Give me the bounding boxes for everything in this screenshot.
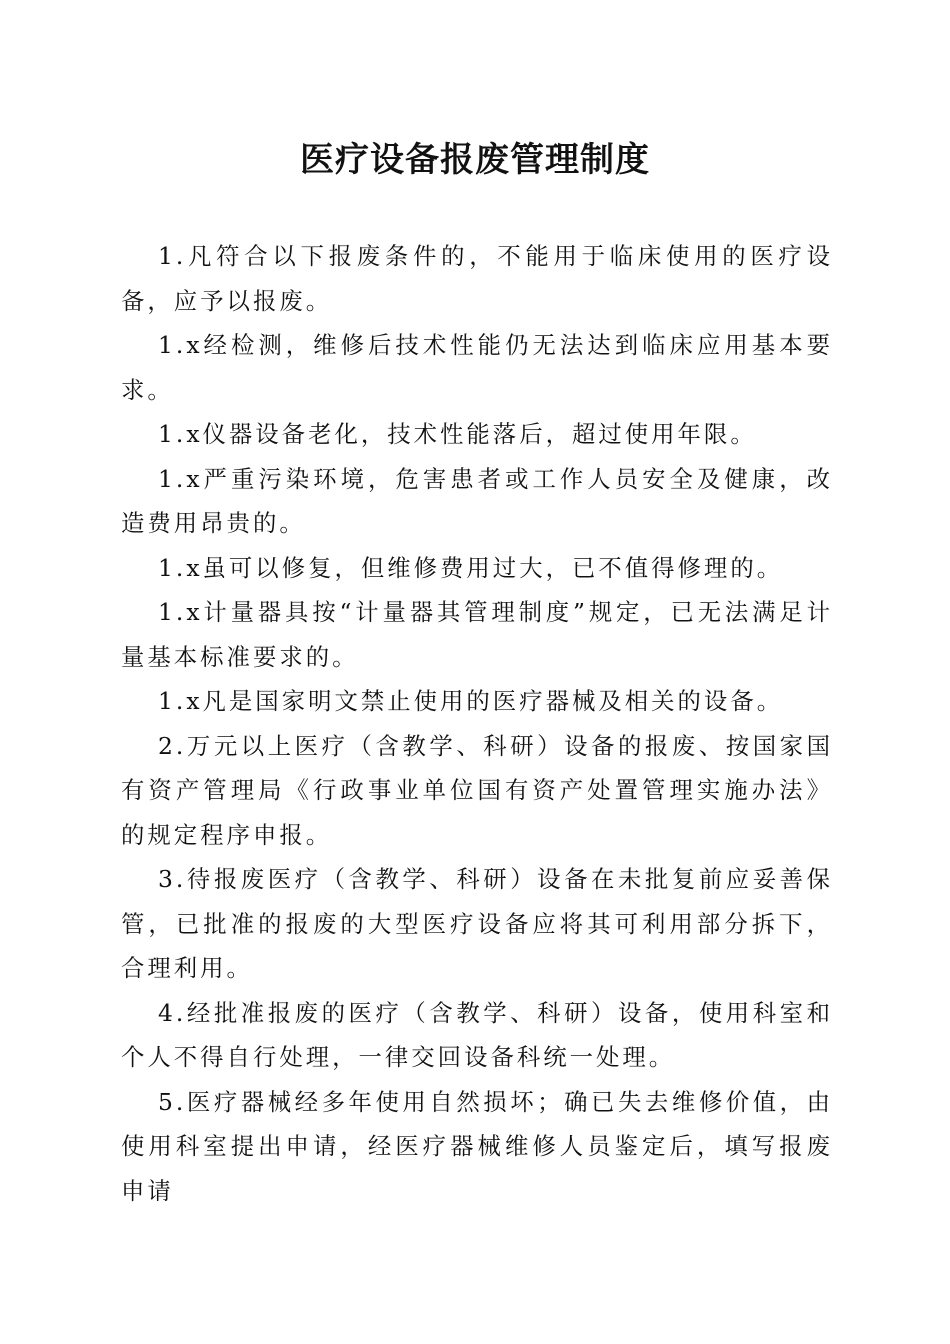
paragraph-1: 1.凡符合以下报废条件的，不能用于临床使用的医疗设备，应予以报废。 (121, 242, 833, 315)
paragraph-2: 2.万元以上医疗（含教学、科研）设备的报废、按国家国有资产管理局《行政事业单位国有资产处置管理实施办法》的规定程序申报。 (121, 731, 833, 849)
paragraph-1-x-d: 1.x虽可以修复，但维修费用过大，已不值得修理的。 (158, 553, 784, 582)
paragraph-4: 4.经批准报废的医疗（含教学、科研）设备，使用科室和个人不得自行处理，一律交回设备科统一处理。 (121, 998, 833, 1071)
paragraph-5: 5.医疗器械经多年使用自然损坏；确已失去维修价值，由使用科室提出申请，经医疗器械维修人员鉴定后，填写报废申请 (121, 1087, 833, 1205)
paragraph-1-x-a: 1.x经检测，维修后技术性能仍无法达到临床应用基本要求。 (121, 331, 833, 404)
document-body (121, 234, 833, 1213)
document-title: 医疗设备报废管理制度 (300, 140, 650, 180)
paragraph-3: 3.待报废医疗（含教学、科研）设备在未批复前应妥善保管，已批准的报废的大型医疗设备应将其可利用部分拆下，合理利用。 (121, 865, 833, 982)
paragraph-1-x-b: 1.x仪器设备老化，技术性能落后，超过使用年限。 (158, 420, 757, 448)
paragraph-1-x-e: 1.x计量器具按“计量器其管理制度”规定，已无法满足计量基本标准要求的。 (121, 598, 833, 671)
paragraph-1-x-f: 1.x凡是国家明文禁止使用的医疗器械及相关的设备。 (158, 687, 784, 715)
paragraph-1-x-c: 1.x严重污染环境，危害患者或工作人员安全及健康，改造费用昂贵的。 (121, 464, 833, 537)
